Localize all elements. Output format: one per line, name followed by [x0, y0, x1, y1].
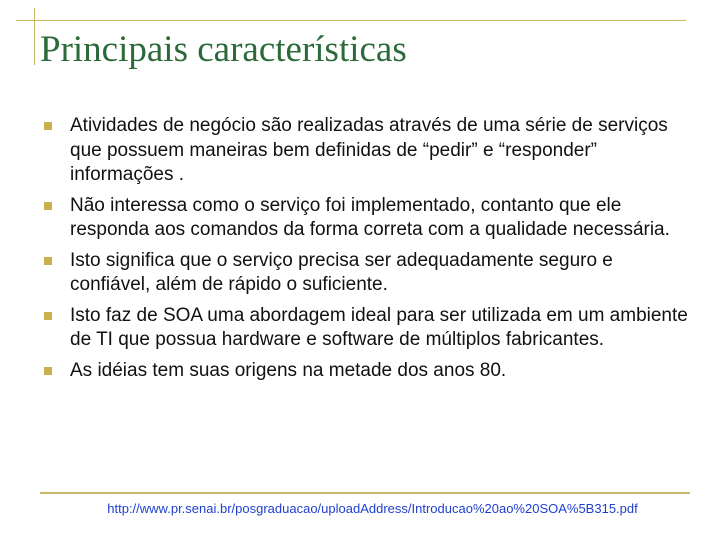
bullet-text: As idéias tem suas origens na metade dos anos 80.: [70, 359, 507, 381]
footer-divider: [40, 492, 690, 494]
bullet-list: [44, 114, 694, 389]
square-bullet-icon: [44, 257, 52, 265]
square-bullet-icon: [44, 202, 52, 210]
slide-title: Principais características: [40, 29, 407, 70]
bullet-item: [44, 249, 694, 298]
frame-vertical-line: [34, 8, 35, 65]
bullet-item: [44, 194, 694, 243]
square-bullet-icon: [44, 367, 52, 375]
bullet-item: [44, 114, 694, 188]
bullet-text: Atividades de negócio são realizadas através de uma série de serviços que possuem maneiras bem definidas de “pedir” e “responder” informações .: [70, 115, 668, 185]
source-link[interactable]: http://www.pr.senai.br/posgraduacao/uploadAddress/Introducao%20ao%20SOA%5B315.pdf: [107, 501, 638, 516]
bullet-item: [44, 359, 694, 384]
square-bullet-icon: [44, 312, 52, 320]
frame-horizontal-line: [16, 20, 686, 21]
square-bullet-icon: [44, 122, 52, 130]
bullet-text: Isto faz de SOA uma abordagem ideal para ser utilizada em um ambiente de TI que possua hardware e software de múltiplos fabricantes.: [70, 304, 688, 350]
bullet-text: Isto significa que o serviço precisa ser adequadamente seguro e confiável, além de rápido o suficiente.: [70, 249, 613, 295]
bullet-item: [44, 304, 694, 353]
bullet-text: Não interessa como o serviço foi implementado, contanto que ele responda aos comandos da forma correta com a qualidade necessária.: [70, 194, 670, 240]
